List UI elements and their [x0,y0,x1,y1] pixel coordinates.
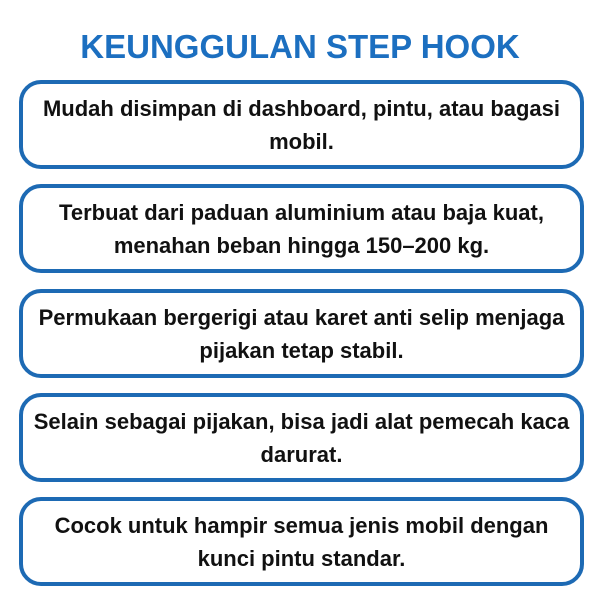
feature-text: Cocok untuk hampir semua jenis mobil dengan kunci pintu standar. [54,512,549,571]
feature-card [19,184,584,273]
feature-card [19,80,584,169]
feature-text: Mudah disimpan di dashboard, pintu, atau bagasi mobil. [42,95,561,154]
feature-text: Terbuat dari paduan aluminium atau baja kuat, menahan beban hingga 150–200 kg. [59,199,544,258]
page-title: KEUNGGULAN STEP HOOK [80,28,520,65]
feature-card [19,393,584,482]
feature-text: Selain sebagai pijakan, bisa jadi alat pemecah kaca darurat. [33,408,570,467]
feature-card [19,497,584,586]
feature-card [19,289,584,378]
feature-text: Permukaan bergerigi atau karet anti selip menjaga pijakan tetap stabil. [38,304,565,363]
